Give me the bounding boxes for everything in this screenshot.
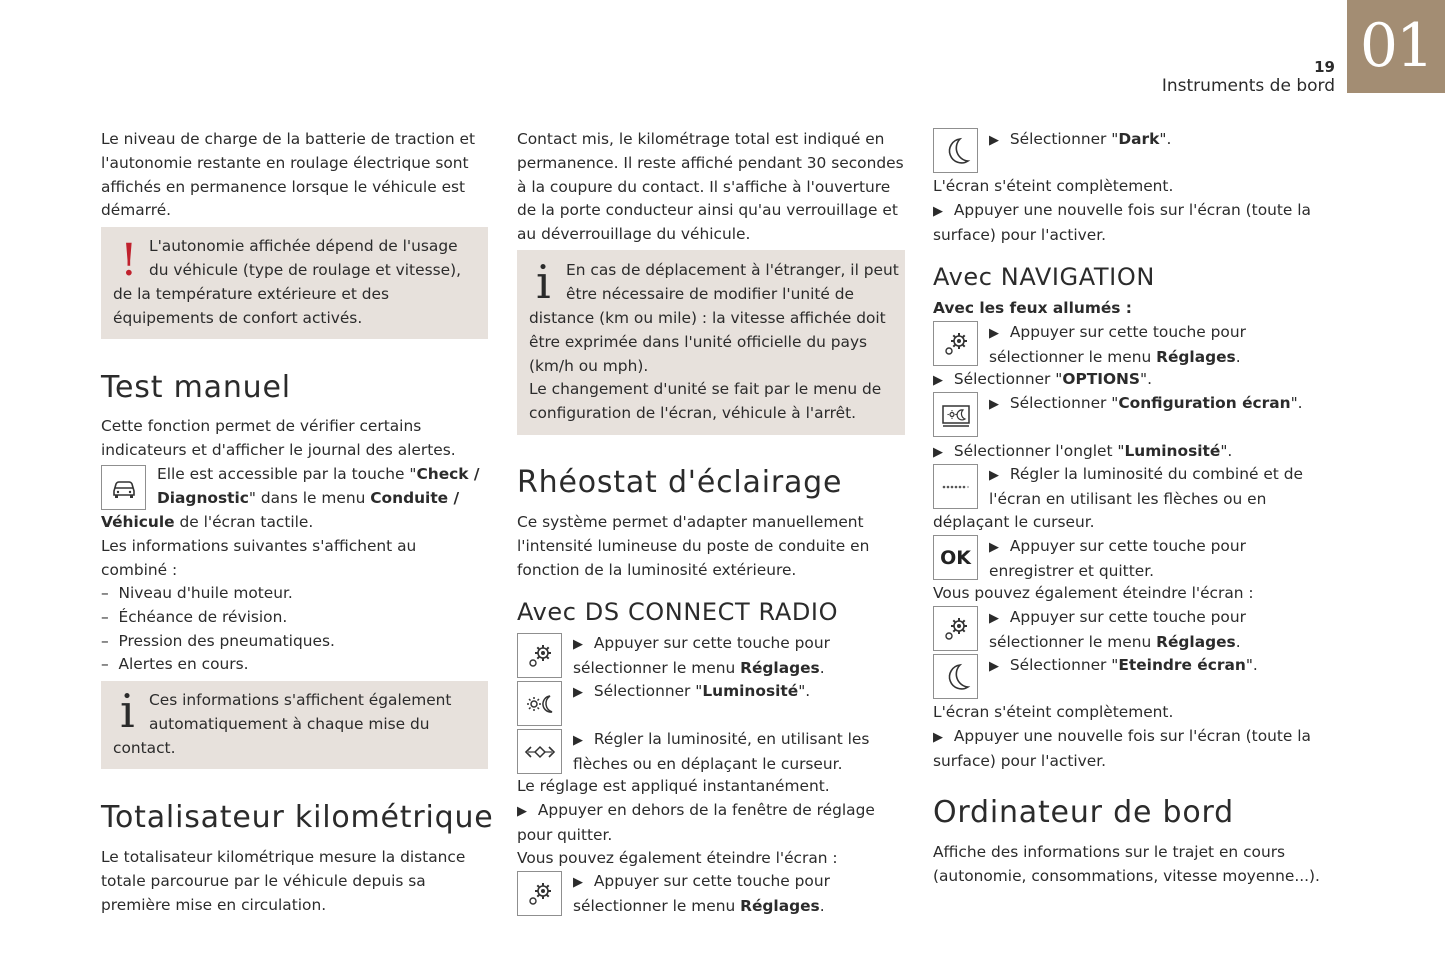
info-icon: i [120, 684, 135, 738]
nav-step2: ▶ Sélectionner "OPTIONS". [933, 370, 1152, 388]
nav-step5: ▶ Régler la luminosité du combiné et de l'écran en utilisant les flèches ou en [989, 465, 1303, 508]
press-again-1: ▶ Appuyer une nouvelle fois sur l'écran (toute la surface) pour l'activer. [933, 201, 1311, 244]
nav-step6: ▶ Appuyer sur cette touche pour enregistrer et quitter. [989, 537, 1246, 580]
trip-computer-title: Ordinateur de bord [933, 795, 1234, 830]
units-text-cont: distance (km ou mile) : la vitesse affichée doit être exprimée dans l'unité officielle du pays (km/h ou mph). Le changement d'unité se fait par le menu de configuration de l'écran, véhicule à l'arrêt. [529, 309, 886, 423]
warning-text: L'autonomie affichée dépend de l'usage du véhicule (type de roulage et vitesse), [149, 237, 461, 279]
col1-intro: Le niveau de charge de la batterie de traction et l'autonomie restante en roulage électrique sont affichés en permanence lorsque le véhicule est démarré. [101, 130, 476, 220]
section-title: Instruments de bord [1161, 76, 1335, 96]
test-access-line3: Véhicule de l'écran tactile. [101, 513, 314, 531]
rheostat-text: Ce système permet d'adapter manuellement l'intensité lumineuse du poste de conduite en fonction de la luminosité extérieure. [517, 513, 870, 579]
odometer-title: Totalisateur kilométrique [101, 800, 494, 835]
arrows-slider-icon [517, 729, 562, 774]
list-item: – Échéance de révision. [101, 607, 288, 626]
radio-title: Avec DS CONNECT RADIO [517, 598, 839, 626]
dark-step: ▶ Sélectionner "Dark". [989, 130, 1172, 148]
radio-step4: ▶ Appuyer sur cette touche pour sélectionner le menu Réglages. [573, 872, 830, 915]
list-item: – Niveau d'huile moteur. [101, 584, 293, 602]
warning-icon: ! [120, 235, 138, 286]
screen-config-icon [933, 392, 978, 437]
warning-text-cont: de la température extérieure et des équipements de confort activés. [113, 285, 390, 327]
info-text: Ces informations s'affichent également automatiquement à chaque mise du [149, 691, 452, 733]
radio-applied: Le réglage est appliqué instantanément. [517, 777, 830, 795]
units-text: En cas de déplacement à l'étranger, il peut être nécessaire de modifier l'unité de [566, 261, 899, 303]
brightness-icon [517, 681, 562, 726]
test-manuel-text: Cette fonction permet de vérifier certains indicateurs et d'afficher le journal des alertes. [101, 417, 456, 459]
nav-step4: ▶ Sélectionner l'onglet "Luminosité". [933, 442, 1233, 460]
nav-subtitle: Avec les feux allumés : [933, 299, 1132, 317]
trip-computer-text: Affiche des informations sur le trajet en cours (autonomie, consommations, vitesse moyenne...). [933, 843, 1320, 885]
info-icon: i [536, 255, 551, 309]
settings-gear-icon [933, 606, 978, 651]
list-item: – Alertes en cours. [101, 655, 249, 674]
info-text-cont: contact. [113, 739, 176, 757]
car-diagnostic-icon [101, 465, 146, 510]
list-item: – Pression des pneumatiques. [101, 631, 335, 650]
test-access-line1: Elle est accessible par la touche "Check / [157, 465, 480, 483]
radio-step1: ▶ Appuyer sur cette touche pour sélectionner le menu Réglages. [573, 634, 830, 677]
radio-also: Vous pouvez également éteindre l'écran : [517, 849, 838, 867]
settings-gear-icon [933, 321, 978, 366]
radio-quit: ▶ Appuyer en dehors de la fenêtre de réglage pour quitter. [517, 801, 875, 844]
moon-icon [933, 654, 978, 699]
screen-off-2: L'écran s'éteint complètement. [933, 703, 1174, 721]
slider-dots-icon [933, 464, 978, 509]
settings-gear-icon [517, 871, 562, 916]
press-again-2: ▶ Appuyer une nouvelle fois sur l'écran (toute la surface) pour l'activer. [933, 727, 1311, 770]
nav-step7: ▶ Appuyer sur cette touche pour sélectionner le menu Réglages. [989, 608, 1246, 651]
test-manuel-title: Test manuel [101, 370, 291, 405]
page-number: 19 [1314, 58, 1335, 76]
test-access-line2: Diagnostic" dans le menu Conduite / [157, 489, 460, 507]
nav-step3: ▶ Sélectionner "Configuration écran". [989, 394, 1303, 412]
radio-step2: ▶ Sélectionner "Luminosité". [573, 682, 811, 700]
test-following: Les informations suivantes s'affichent au combiné : [101, 537, 417, 579]
ok-button-icon: OK [933, 535, 978, 580]
radio-step3: ▶ Régler la luminosité, en utilisant les flèches ou en déplaçant le curseur. [573, 730, 870, 773]
chapter-tab: 01 [1347, 0, 1445, 93]
nav-also: Vous pouvez également éteindre l'écran : [933, 584, 1254, 602]
nav-step5-cont: déplaçant le curseur. [933, 513, 1095, 531]
nav-step1: ▶ Appuyer sur cette touche pour sélectionner le menu Réglages. [989, 323, 1246, 366]
odometer-text: Le totalisateur kilométrique mesure la distance totale parcourue par le véhicule depuis sa première mise en circulation. [101, 848, 466, 914]
rheostat-title: Rhéostat d'éclairage [517, 465, 843, 500]
moon-icon [933, 128, 978, 173]
nav-step8: ▶ Sélectionner "Eteindre écran". [989, 656, 1258, 674]
col2-intro: Contact mis, le kilométrage total est indiqué en permanence. Il reste affiché pendant 30 secondes à la coupure du contact. Il s'affiche à l'ouverture de la porte conducteur ainsi qu'au verrouillage et au déverrouillage du véhicule. [517, 130, 904, 244]
test-list [101, 582, 335, 677]
settings-gear-icon [517, 633, 562, 678]
nav-title: Avec NAVIGATION [933, 263, 1155, 291]
screen-off-1: L'écran s'éteint complètement. [933, 177, 1174, 195]
